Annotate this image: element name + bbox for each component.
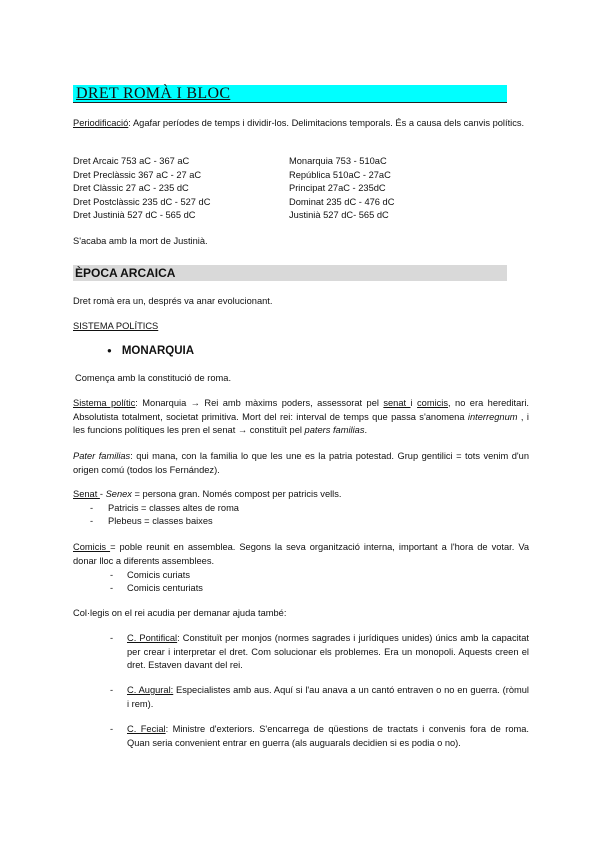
period-left: Dret Preclàssic 367 aC - 27 aC (73, 169, 202, 180)
end-note: S'acaba amb la mort de Justinià. (73, 236, 208, 246)
subheading: SISTEMA POLÍTICS (73, 321, 159, 331)
period-right: Principat 27aC - 235dC (289, 183, 386, 193)
list-item: - Patricis = classes altes de roma (90, 503, 239, 513)
period-left: Dret Clàssic 27 aC - 235 dC (73, 183, 189, 193)
bullet-icon: ● (107, 346, 112, 355)
collegis-intro: Col·legis on el rei acudia per demanar ajuda també: (73, 608, 287, 618)
period-left: Dret Arcaic 753 aC - 367 aC (73, 156, 190, 166)
college-item: C. Fecial: Ministre d'exteriors. S'encarrega de qüestions de tractats i convenis fora de roma. Quan seria convenient entrar en guerra (als auguarals decidien si es podia o no). (127, 724, 530, 748)
period-right: Dominat 235 dC - 476 dC (289, 196, 395, 207)
document-title: DRET ROMÀ I BLOC (73, 85, 507, 103)
periodificacio-paragraph: Periodificació: Agafar períodes de temps i dividir-los. Delimitacions temporals. És a causa dels canvis polítics. (73, 118, 525, 128)
list-item: - Comicis curiats (110, 570, 191, 580)
list-item: - Comicis centuriats (110, 583, 203, 593)
sistema-paragraph: Sistema polític: Monarquia → Rei amb màxims poders, assessorat pel senat i comicis, no era hereditari. Absolutista totalment, societat primitiva. Mort del rei: interval de temps que passa s'anomena interregnum , i les funcions polítiques les pren el senat → constituït pel paters familias. (73, 398, 530, 435)
list-dash: - (110, 685, 114, 695)
comicis-paragraph: Comicis = poble reunit en assemblea. Segons la seva organització interna, important a l'hora de votar. Va donar lloc a diferents assemblees. (73, 542, 529, 566)
bullet-item: ● MONARQUIA (107, 345, 195, 357)
list-dash: - (110, 633, 114, 643)
periods-table (73, 155, 529, 223)
period-left: Dret Justinià 527 dC - 565 dC (73, 210, 196, 220)
period-right: Monarquia 753 - 510aC (289, 156, 387, 166)
period-left: Dret Postclàssic 235 dC - 527 dC (73, 196, 211, 207)
list-item: - Plebeus = classes baixes (90, 516, 213, 526)
section-heading: ÈPOCA ARCAICA (73, 265, 507, 281)
college-item: C. Pontifical: Constituït per monjos (normes sagrades i jurídiques unides) únics amb la capacitat per crear i interpretar el dret. Com solucionar els problemes. Era un monopoli. Aquests creen el dret. Estaven davant del rei. (127, 633, 529, 670)
list-dash: - (110, 724, 114, 734)
intro: Dret romà era un, després va anar evolucionant. (73, 296, 273, 306)
period-right: Justinià 527 dC- 565 dC (289, 210, 389, 220)
senat-paragraph: Senat - Senex = persona gran. Només compost per patricis vells. (73, 489, 342, 499)
pater-paragraph: Pater familias: qui mana, con la familia lo que les une es la patria potestad. Grup gentilici = tots venim d'un origen comú (todos los Fernández). (73, 451, 529, 475)
college-item: C. Augural: Especialistes amb aus. Aquí si l'au anava a un cantó entraven o no en guerra. (ròmul i rem). (127, 685, 530, 709)
period-right: República 510aC - 27aC (289, 169, 391, 180)
comenca: Comença amb la constitució de roma. (75, 373, 232, 383)
